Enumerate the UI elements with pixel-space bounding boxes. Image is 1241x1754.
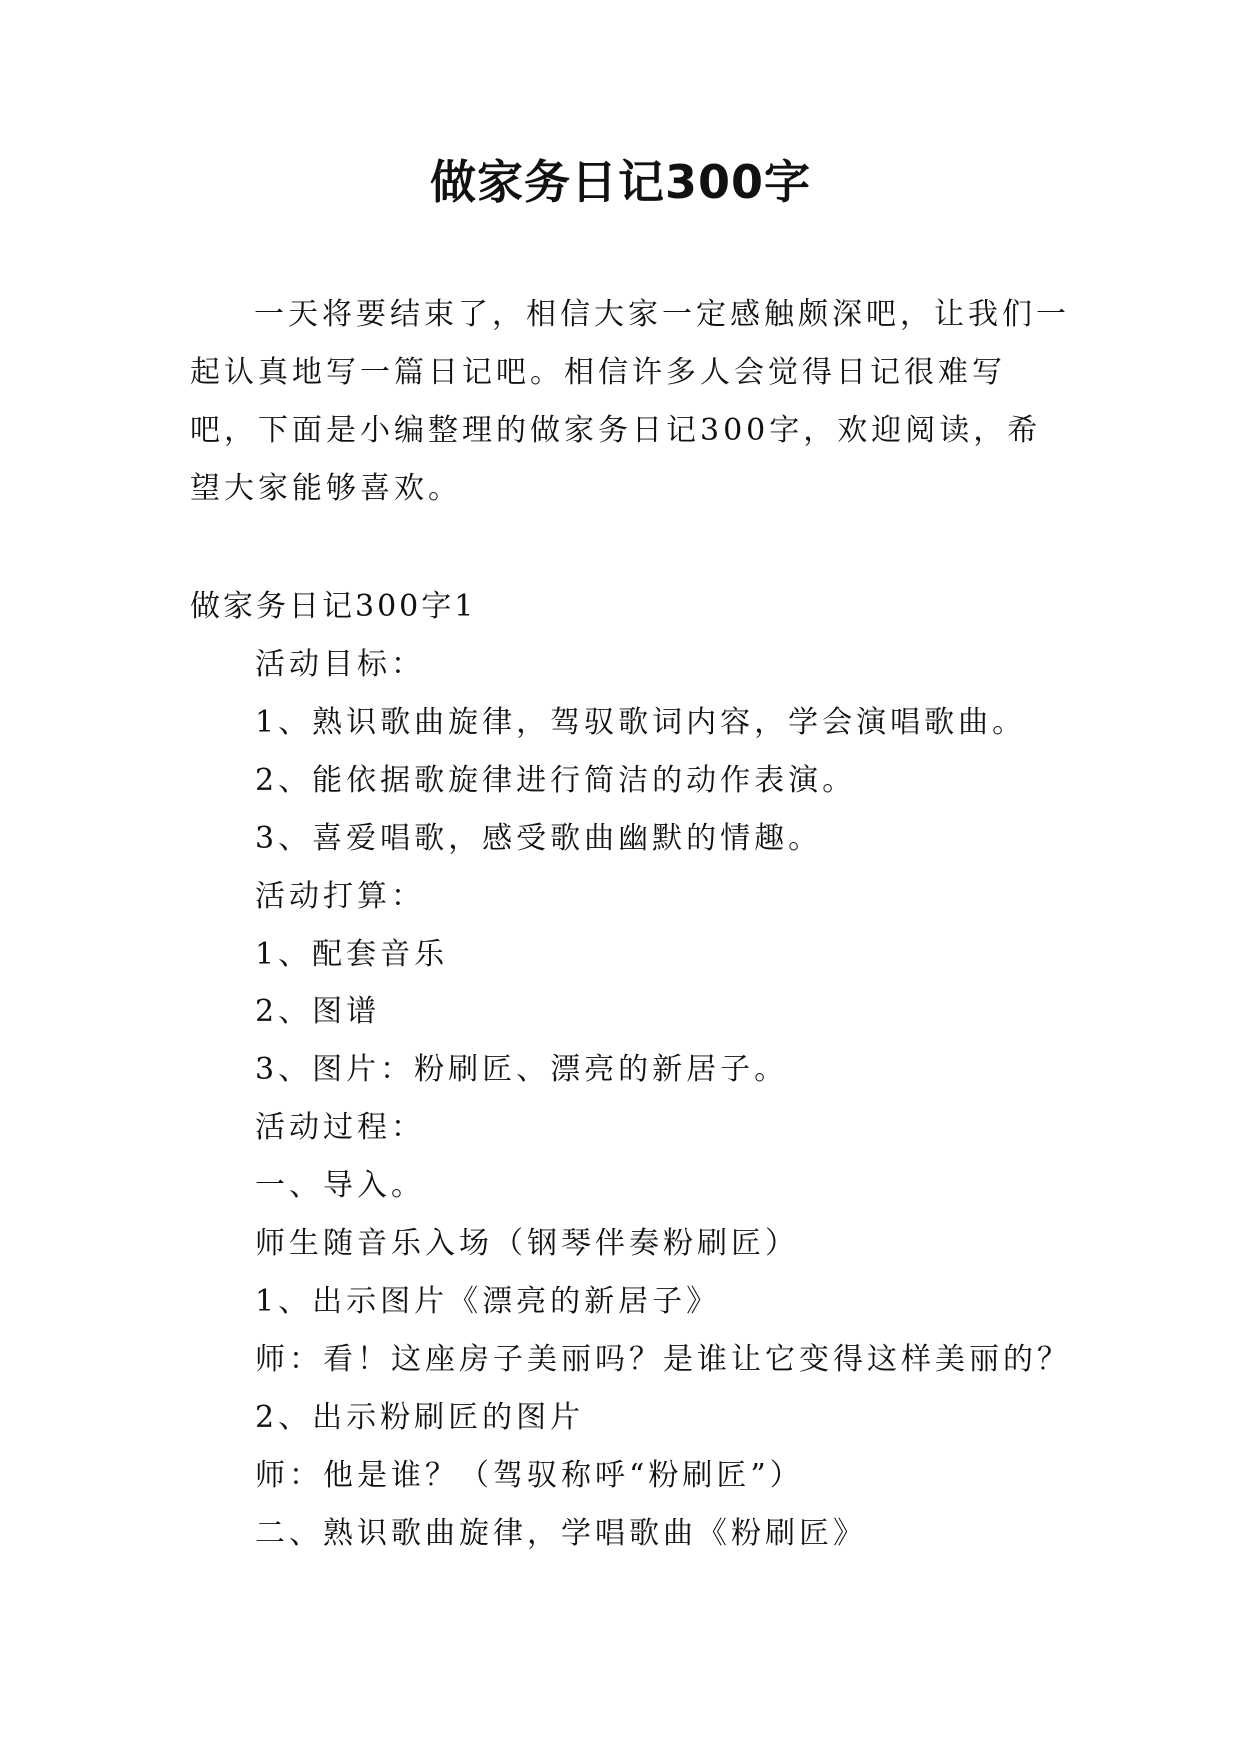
body-line: 2、图谱 <box>255 994 381 1030</box>
section-heading: 做家务日记300字1 <box>190 589 477 624</box>
intro-paragraph: 一天将要结束了，相信大家一定感触颇深吧，让我们一起认真地写一篇日记吧。相信许多人会觉得日记很难写吧，下面是小编整理的做家务日记300字，欢迎阅读，希望大家能够喜欢。 <box>190 297 1070 506</box>
body-line: 一、导入。 <box>255 1168 425 1204</box>
body-line: 1、出示图片《漂亮的新居子》 <box>255 1283 721 1319</box>
body-line: 二、熟识歌曲旋律，学唱歌曲《粉刷匠》 <box>255 1515 867 1551</box>
document-title: 做家务日记300字 <box>429 155 812 209</box>
body-line: 师：他是谁？（驾驭称呼“粉刷匠”） <box>255 1457 804 1493</box>
body-line: 3、喜爱唱歌，感受歌曲幽默的情趣。 <box>255 820 823 856</box>
body-line: 活动打算： <box>255 878 425 914</box>
body-line: 3、图片：粉刷匠、漂亮的新居子。 <box>255 1052 789 1088</box>
body-line: 师生随音乐入场（钢琴伴奏粉刷匠） <box>255 1226 799 1262</box>
body-line: 活动目标： <box>255 647 425 682</box>
body-line: 2、出示粉刷匠的图片 <box>255 1399 585 1435</box>
body-line: 2、能依据歌旋律进行简洁的动作表演。 <box>255 762 857 798</box>
body-lines <box>255 636 1155 1563</box>
body-line: 1、熟识歌曲旋律，驾驭歌词内容，学会演唱歌曲。 <box>255 704 1027 740</box>
body-line: 活动过程： <box>255 1110 425 1146</box>
body-line: 师：看！这座房子美丽吗？是谁让它变得这样美丽的？ <box>255 1341 1071 1377</box>
body-line: 1、配套音乐 <box>255 936 449 972</box>
